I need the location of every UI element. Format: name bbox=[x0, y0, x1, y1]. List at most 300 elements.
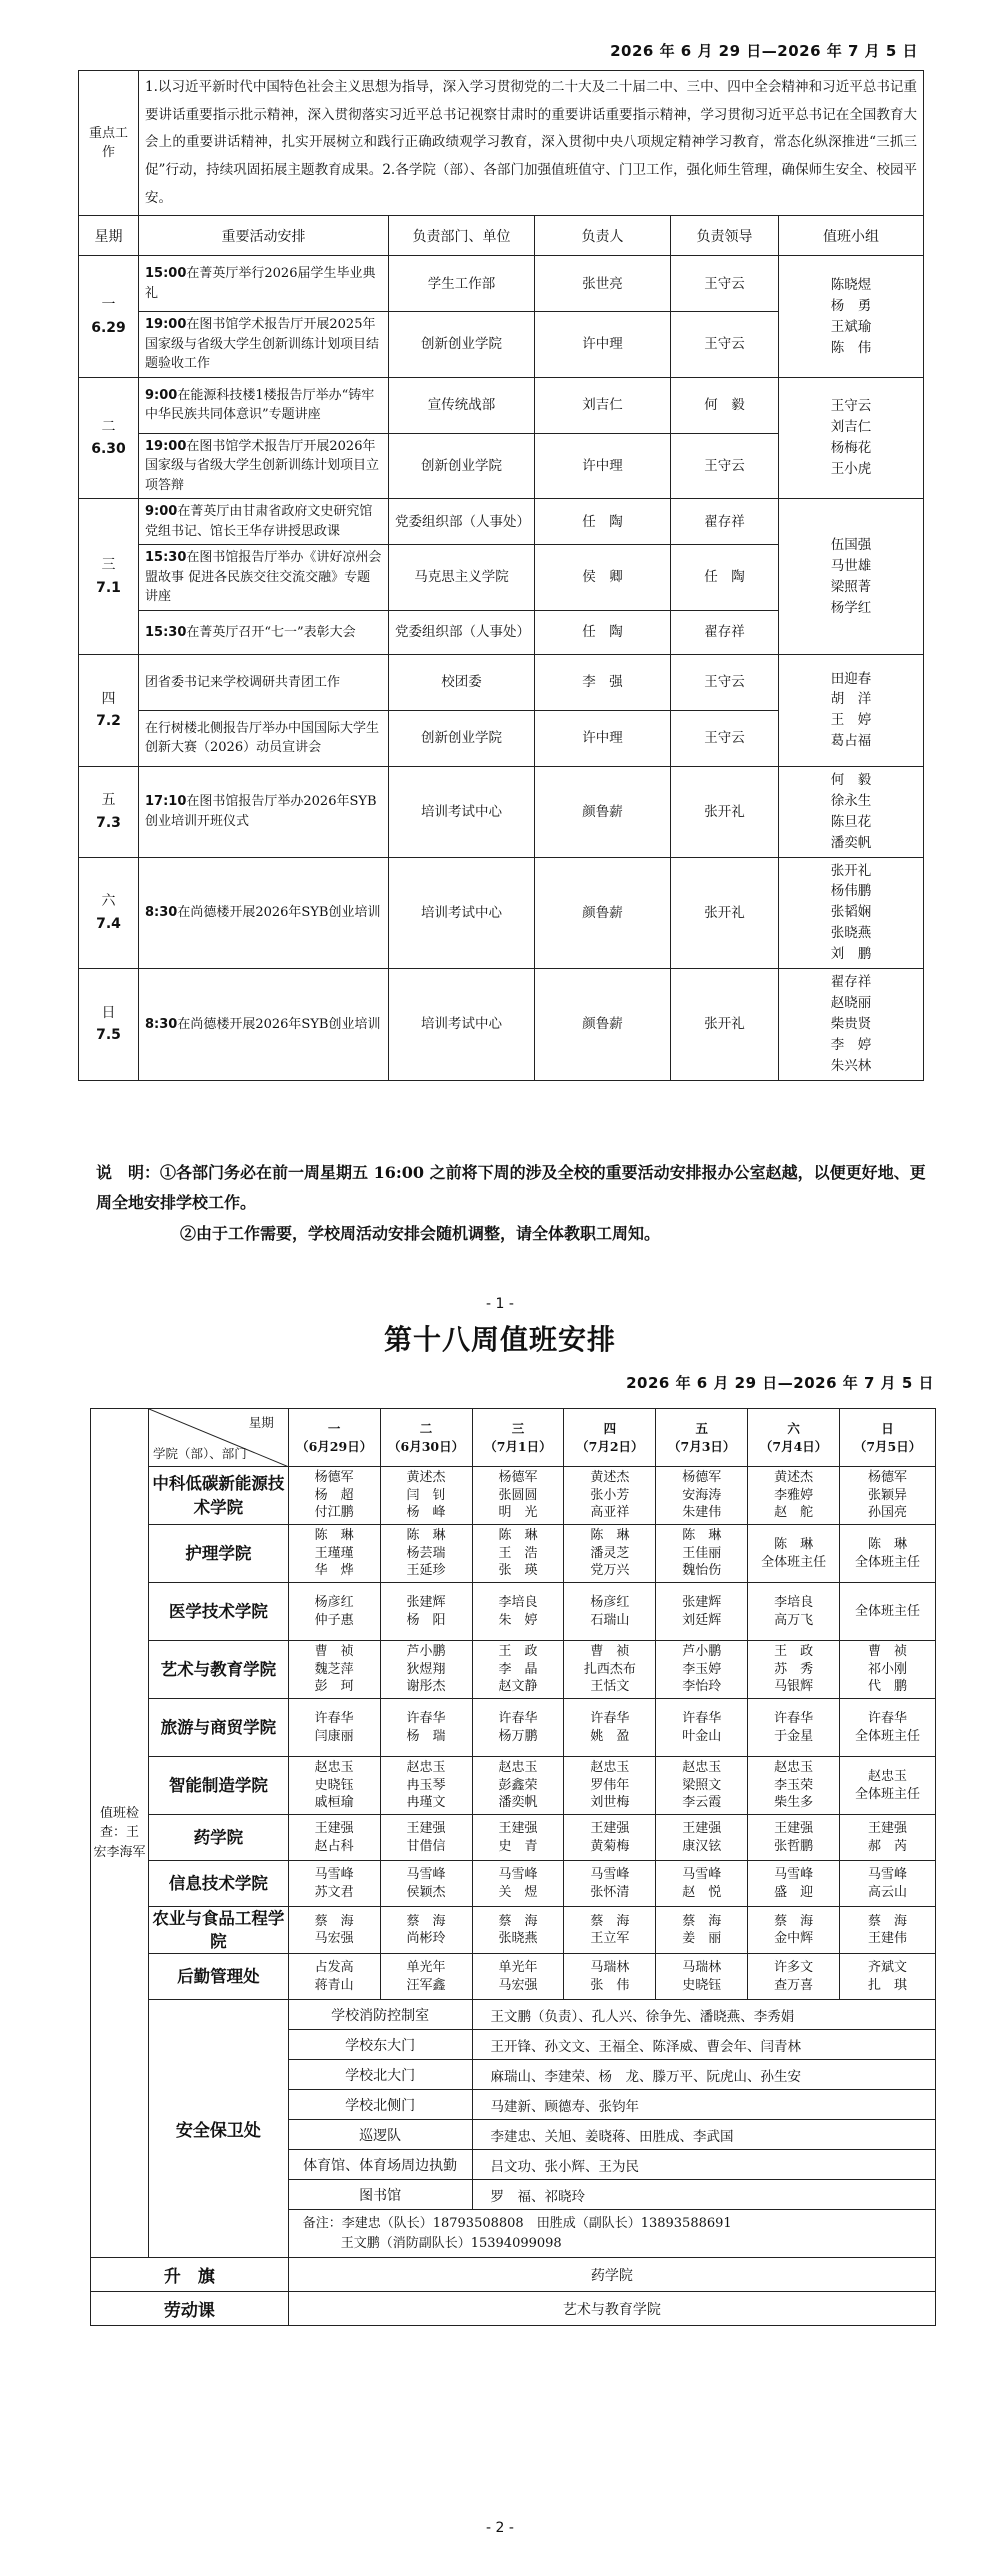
weekday-date: 7.5 bbox=[96, 1027, 121, 1044]
duty-person: 陈 琳 bbox=[682, 1528, 722, 1544]
duty-cell bbox=[380, 1699, 472, 1757]
activity-text: 在图书馆报告厅举办《讲好凉州会盟故事 促进各民族交往交流交融》专题讲座 bbox=[145, 550, 382, 605]
security-post: 学校东大门 bbox=[288, 2030, 472, 2060]
duty-person: 赵忠玉 bbox=[498, 1760, 538, 1776]
duty-person: 芦小鹏 bbox=[406, 1644, 446, 1660]
duty-group-cell bbox=[779, 857, 924, 969]
duty-cell bbox=[656, 1757, 748, 1815]
duty-person: 赵忠玉 bbox=[774, 1760, 814, 1776]
duty-cell bbox=[288, 1907, 380, 1954]
duty-cell bbox=[564, 1699, 656, 1757]
duty-person: 全体班主任 bbox=[761, 1554, 827, 1570]
leader-cell: 张开礼 bbox=[671, 857, 779, 969]
duty-cell bbox=[288, 1954, 380, 2000]
duty-person: 张 伟 bbox=[590, 1977, 630, 1993]
dept-name: 智能制造学院 bbox=[148, 1757, 288, 1815]
duty-cell bbox=[380, 1641, 472, 1699]
weekday-date: 6.30 bbox=[91, 441, 126, 458]
duty-cell bbox=[472, 1757, 564, 1815]
duty-cell bbox=[380, 1861, 472, 1907]
duty-person: 付江鹏 bbox=[314, 1505, 354, 1521]
day-column-header bbox=[380, 1409, 472, 1467]
duty-member: 刘吉仁 bbox=[830, 419, 872, 436]
activity-text: 在图书馆报告厅举办2026年SYB创业培训开班仪式 bbox=[145, 794, 377, 829]
person-cell: 颜鲁薪 bbox=[535, 766, 671, 857]
activity-row bbox=[79, 766, 924, 857]
duty-person: 曹 祯 bbox=[868, 1644, 908, 1660]
labor-value: 艺术与教育学院 bbox=[288, 2292, 935, 2326]
duty-member: 徐永生 bbox=[830, 792, 872, 809]
duty-person: 王 浩 bbox=[498, 1545, 538, 1561]
duty-cell bbox=[748, 1815, 840, 1861]
weekday-date: 6.29 bbox=[91, 319, 126, 336]
weekday-name: 日 bbox=[101, 1005, 116, 1022]
duty-person: 杨德军 bbox=[868, 1470, 908, 1486]
duty-cell bbox=[380, 1815, 472, 1861]
dept-name: 中科低碳新能源技术学院 bbox=[148, 1467, 288, 1525]
duty-person: 黄述杰 bbox=[406, 1470, 446, 1486]
duty-member: 王小虎 bbox=[830, 461, 872, 478]
duty-cell bbox=[748, 1583, 840, 1641]
activity-row bbox=[79, 256, 924, 312]
duty-person: 李培良 bbox=[498, 1594, 538, 1610]
duty-person: 于金星 bbox=[774, 1728, 814, 1744]
duty-person: 扎 琪 bbox=[868, 1977, 908, 1993]
dept-cell: 马克思主义学院 bbox=[389, 545, 535, 611]
activity-time: 17:10 bbox=[145, 794, 187, 810]
duty-member: 赵晓丽 bbox=[830, 995, 872, 1012]
duty-cell bbox=[472, 1525, 564, 1583]
activity-time: 9:00 bbox=[145, 387, 178, 403]
duty-person: 蔡 海 bbox=[868, 1913, 908, 1929]
duty-cell bbox=[564, 1907, 656, 1954]
duty-cell bbox=[748, 1467, 840, 1525]
duty-person: 查万喜 bbox=[774, 1977, 814, 1993]
notes-block bbox=[96, 1158, 936, 1249]
activity-row bbox=[79, 499, 924, 545]
duty-person: 陈 琳 bbox=[868, 1536, 908, 1552]
activity-text: 在能源科技楼1楼报告厅举办“铸牢中华民族共同体意识”专题讲座 bbox=[145, 387, 375, 423]
duty-cell bbox=[748, 1907, 840, 1954]
weekday-name: 二 bbox=[101, 418, 116, 435]
duty-person: 王 政 bbox=[774, 1644, 814, 1660]
duty-person: 全体班主任 bbox=[855, 1786, 921, 1802]
duty-member: 王斌瑜 bbox=[830, 318, 872, 335]
duty-cell bbox=[656, 1583, 748, 1641]
duty-cell bbox=[564, 1815, 656, 1861]
duty-person: 狄煜翔 bbox=[406, 1661, 446, 1677]
duty-person: 叶金山 bbox=[682, 1728, 722, 1744]
duty-person: 潘奕帆 bbox=[498, 1795, 538, 1811]
security-label: 安全保卫处 bbox=[148, 2000, 288, 2258]
duty-cell bbox=[656, 1954, 748, 2000]
duty-person: 李培良 bbox=[774, 1594, 814, 1610]
duty-person: 马雪峰 bbox=[590, 1866, 630, 1882]
activity-time: 8:30 bbox=[145, 1016, 178, 1032]
labor-label: 劳动课 bbox=[91, 2292, 289, 2326]
duty-person: 杨德军 bbox=[498, 1470, 538, 1486]
duty-member: 伍国强 bbox=[830, 536, 872, 553]
duty-person: 王建强 bbox=[406, 1820, 446, 1836]
duty-person: 曹 祯 bbox=[314, 1644, 354, 1660]
duty-person: 赵忠玉 bbox=[682, 1760, 722, 1776]
column-weekday: 四 bbox=[603, 1421, 617, 1436]
weekday-name: 四 bbox=[101, 690, 116, 707]
duty-cell bbox=[288, 1699, 380, 1757]
duty-person: 赵忠玉 bbox=[314, 1760, 354, 1776]
duty-cell bbox=[656, 1815, 748, 1861]
dept-row bbox=[91, 1861, 936, 1907]
note-2: ②由于工作需要，学校周活动安排会随机调整，请全体教职工周知。 bbox=[180, 1223, 661, 1243]
duty-member: 陈旦花 bbox=[830, 813, 872, 830]
duty-member: 翟存祥 bbox=[830, 974, 872, 991]
duty-person: 魏芝萍 bbox=[314, 1661, 354, 1677]
activity-row bbox=[79, 857, 924, 969]
column-date: （6月30日） bbox=[388, 1438, 465, 1454]
dept-name: 信息技术学院 bbox=[148, 1861, 288, 1907]
leader-cell: 王守云 bbox=[671, 433, 779, 499]
person-cell: 刘吉仁 bbox=[535, 377, 671, 433]
duty-member: 李 婷 bbox=[830, 1036, 872, 1053]
security-names: 李建忠、关旭、姜晓蒋、田胜成、李武国 bbox=[472, 2120, 936, 2150]
activity-text: 在图书馆学术报告厅开展2025年国家级与省级大学生创新训练计划项目结题验收工作 bbox=[145, 317, 380, 372]
activity-row bbox=[79, 969, 924, 1081]
duty-person: 李怡玲 bbox=[682, 1679, 722, 1695]
flag-row bbox=[91, 2258, 936, 2292]
dept-name: 药学院 bbox=[148, 1815, 288, 1861]
duty-cell bbox=[564, 1525, 656, 1583]
security-names: 麻瑞山、李建荣、杨 龙、滕万平、阮虎山、孙生安 bbox=[472, 2060, 936, 2090]
leader-cell: 王守云 bbox=[671, 710, 779, 766]
activity-cell bbox=[139, 766, 389, 857]
page2-date-range: 2026 年 6 月 29 日—2026 年 7 月 5 日 bbox=[626, 1374, 934, 1392]
dept-row bbox=[91, 1467, 936, 1525]
leader-cell: 王守云 bbox=[671, 654, 779, 710]
person-cell: 任 陶 bbox=[535, 499, 671, 545]
duty-person: 芦小鹏 bbox=[682, 1644, 722, 1660]
duty-person: 苏文君 bbox=[314, 1884, 354, 1900]
duty-person: 王建伟 bbox=[868, 1931, 908, 1947]
duty-person: 李玉婷 bbox=[682, 1661, 722, 1677]
duty-person: 杨 阳 bbox=[406, 1612, 446, 1628]
duty-cell bbox=[564, 1757, 656, 1815]
duty-person: 马雪峰 bbox=[682, 1866, 722, 1882]
duty-person: 陈 琳 bbox=[590, 1528, 630, 1544]
duty-person: 李雅婷 bbox=[774, 1487, 814, 1503]
check-label-cell bbox=[91, 1409, 152, 2258]
activity-row bbox=[79, 654, 924, 710]
duty-person: 马雪峰 bbox=[498, 1866, 538, 1882]
duty-person: 杨德军 bbox=[314, 1470, 354, 1486]
duty-person: 杨 峰 bbox=[406, 1505, 446, 1521]
duty-cell bbox=[840, 1641, 936, 1699]
activity-text: 团省委书记来学校调研共青团工作 bbox=[145, 674, 341, 690]
dept-cell: 培训考试中心 bbox=[389, 766, 535, 857]
duty-person: 王佳丽 bbox=[682, 1545, 722, 1561]
duty-cell bbox=[748, 1861, 840, 1907]
duty-member: 胡 洋 bbox=[830, 691, 872, 708]
duty-cell bbox=[380, 1583, 472, 1641]
duty-cell bbox=[380, 1525, 472, 1583]
duty-person: 马瑞林 bbox=[682, 1960, 722, 1976]
security-names: 马建新、顾德寿、张钧年 bbox=[472, 2090, 936, 2120]
duty-person: 杨彦红 bbox=[314, 1594, 354, 1610]
dept-cell: 校团委 bbox=[389, 654, 535, 710]
duty-person: 华 烨 bbox=[314, 1563, 354, 1579]
duty-cell bbox=[840, 1757, 936, 1815]
duty-person: 许春华 bbox=[774, 1710, 814, 1726]
duty-person: 祁小刚 bbox=[868, 1661, 908, 1677]
duty-person: 杨 超 bbox=[314, 1487, 354, 1503]
duty-cell bbox=[472, 1699, 564, 1757]
duty-cell bbox=[288, 1757, 380, 1815]
duty-cell bbox=[840, 1861, 936, 1907]
person-cell: 侯 卿 bbox=[535, 545, 671, 611]
duty-person: 高亚祥 bbox=[590, 1505, 630, 1521]
duty-member: 张开礼 bbox=[830, 862, 872, 879]
duty-person: 高云山 bbox=[868, 1884, 908, 1900]
duty-person: 马宏强 bbox=[314, 1931, 354, 1947]
duty-person: 许春华 bbox=[406, 1710, 446, 1726]
duty-person: 王延珍 bbox=[406, 1563, 446, 1579]
day-column-header bbox=[564, 1409, 656, 1467]
duty-person: 彭 珂 bbox=[314, 1679, 354, 1695]
duty-person: 戚桓瑜 bbox=[314, 1795, 354, 1811]
security-names: 王开锋、孙文文、王福全、陈泽威、曹会年、闫青林 bbox=[472, 2030, 936, 2060]
weekday-date: 7.3 bbox=[96, 814, 121, 831]
person-cell: 李 强 bbox=[535, 654, 671, 710]
column-date: （7月2日） bbox=[576, 1438, 644, 1454]
duty-person: 曹 祯 bbox=[590, 1644, 630, 1660]
duty-member: 葛占福 bbox=[830, 733, 872, 750]
column-date: （6月29日） bbox=[296, 1438, 373, 1454]
duty-person: 罗伟年 bbox=[590, 1777, 630, 1793]
duty-person: 汪军鑫 bbox=[406, 1977, 446, 1993]
dept-cell: 创新创业学院 bbox=[389, 710, 535, 766]
duty-person: 占发高 bbox=[314, 1960, 354, 1976]
duty-person: 单光年 bbox=[406, 1960, 446, 1976]
duty-member: 潘奕帆 bbox=[830, 834, 872, 851]
duty-person: 甘借信 bbox=[406, 1838, 446, 1854]
security-post: 学校北侧门 bbox=[288, 2090, 472, 2120]
column-weekday: 六 bbox=[787, 1421, 800, 1436]
duty-person: 朱 婷 bbox=[498, 1612, 538, 1628]
duty-member: 陈晓煜 bbox=[830, 276, 872, 293]
duty-person: 张建辉 bbox=[682, 1594, 722, 1610]
weekly-activity-table bbox=[78, 70, 924, 1081]
duty-person: 潘灵芝 bbox=[590, 1545, 630, 1561]
duty-cell bbox=[748, 1757, 840, 1815]
column-weekday: 一 bbox=[327, 1421, 341, 1436]
duty-person: 陈 琳 bbox=[774, 1536, 814, 1552]
duty-person: 安海涛 bbox=[682, 1487, 722, 1503]
duty-person: 杨彦红 bbox=[590, 1594, 630, 1610]
day-column-header bbox=[656, 1409, 748, 1467]
dept-row bbox=[91, 1815, 936, 1861]
dept-cell: 培训考试中心 bbox=[389, 857, 535, 969]
dept-cell: 党委组织部（人事处） bbox=[389, 499, 535, 545]
duty-member: 杨梅花 bbox=[830, 440, 872, 457]
duty-person: 王恬文 bbox=[590, 1679, 630, 1695]
duty-person: 蔡 海 bbox=[314, 1913, 354, 1929]
duty-person: 柴生多 bbox=[774, 1795, 814, 1811]
duty-person: 马雪峰 bbox=[868, 1866, 908, 1882]
security-post: 学校北大门 bbox=[288, 2060, 472, 2090]
duty-person: 史晓钰 bbox=[682, 1977, 722, 1993]
duty-cell bbox=[564, 1583, 656, 1641]
person-cell: 许中理 bbox=[535, 710, 671, 766]
duty-person: 王 政 bbox=[498, 1644, 538, 1660]
duty-person: 石瑞山 bbox=[590, 1612, 630, 1628]
person-cell: 颜鲁薪 bbox=[535, 969, 671, 1081]
duty-person: 蔡 海 bbox=[774, 1913, 814, 1929]
duty-group-cell bbox=[779, 654, 924, 766]
duty-person: 赵忠玉 bbox=[868, 1768, 908, 1784]
duty-person: 张建辉 bbox=[406, 1594, 446, 1610]
activity-time: 8:30 bbox=[145, 905, 178, 921]
duty-person: 梁照文 bbox=[682, 1777, 722, 1793]
leader-cell: 张开礼 bbox=[671, 969, 779, 1081]
page-number-1: - 1 - bbox=[486, 1296, 514, 1312]
weekday-name: 三 bbox=[101, 557, 116, 574]
dept-cell: 党委组织部（人事处） bbox=[389, 610, 535, 654]
activity-text: 在尚德楼开展2026年SYB创业培训 bbox=[177, 905, 381, 921]
weekday-name: 六 bbox=[101, 893, 116, 910]
duty-person: 朱建伟 bbox=[682, 1505, 722, 1521]
person-cell: 颜鲁薪 bbox=[535, 857, 671, 969]
duty-person: 侯颖杰 bbox=[406, 1884, 446, 1900]
weekday-cell bbox=[79, 766, 139, 857]
duty-group-cell bbox=[779, 969, 924, 1081]
activity-cell bbox=[139, 710, 389, 766]
duty-person: 蔡 海 bbox=[682, 1913, 722, 1929]
leader-cell: 翟存祥 bbox=[671, 610, 779, 654]
duty-member: 朱兴林 bbox=[830, 1057, 872, 1074]
duty-member: 王守云 bbox=[830, 398, 872, 415]
duty-cell bbox=[840, 1525, 936, 1583]
person-cell: 许中理 bbox=[535, 433, 671, 499]
flag-label: 升 旗 bbox=[91, 2258, 289, 2292]
duty-person: 闫康丽 bbox=[314, 1728, 354, 1744]
duty-person: 金中辉 bbox=[774, 1931, 814, 1947]
duty-person: 齐斌文 bbox=[868, 1960, 908, 1976]
weekday-date: 7.2 bbox=[96, 713, 121, 730]
duty-person: 闫 钊 bbox=[406, 1487, 446, 1503]
activity-text: 在菁英厅召开“七一”表彰大会 bbox=[186, 624, 356, 640]
duty-cell bbox=[472, 1954, 564, 2000]
duty-person: 王建强 bbox=[314, 1820, 354, 1836]
duty-person: 王建强 bbox=[590, 1820, 630, 1836]
duty-cell bbox=[656, 1525, 748, 1583]
duty-person: 李 晶 bbox=[498, 1661, 538, 1677]
duty-cell bbox=[288, 1525, 380, 1583]
duty-cell bbox=[472, 1815, 564, 1861]
duty-person: 蒋青山 bbox=[314, 1977, 354, 1993]
duty-cell bbox=[564, 1954, 656, 2000]
person-cell: 张世亮 bbox=[535, 256, 671, 312]
column-weekday: 二 bbox=[419, 1421, 433, 1436]
duty-header-row bbox=[91, 1409, 936, 1467]
duty-person: 史晓钰 bbox=[314, 1777, 354, 1793]
duty-person: 马雪峰 bbox=[314, 1866, 354, 1882]
column-weekday: 五 bbox=[695, 1421, 708, 1436]
activity-cell bbox=[139, 654, 389, 710]
page-number-2: - 2 - bbox=[486, 2520, 514, 2536]
activity-cell bbox=[139, 610, 389, 654]
duty-group-cell bbox=[779, 499, 924, 655]
duty-cell bbox=[472, 1641, 564, 1699]
duty-person: 全体班主任 bbox=[855, 1603, 921, 1619]
activity-cell bbox=[139, 499, 389, 545]
duty-cell bbox=[472, 1907, 564, 1954]
duty-person: 王瑾瑾 bbox=[314, 1545, 354, 1561]
duty-person: 黄述杰 bbox=[590, 1470, 630, 1486]
activity-time: 9:00 bbox=[145, 504, 178, 520]
duty-cell bbox=[472, 1583, 564, 1641]
dept-name: 艺术与教育学院 bbox=[148, 1641, 288, 1699]
col-header-dept: 负责部门、单位 bbox=[389, 216, 535, 256]
duty-person: 姜 丽 bbox=[682, 1931, 722, 1947]
focus-label: 重点工作 bbox=[79, 71, 139, 216]
duty-cell bbox=[288, 1583, 380, 1641]
activity-text: 在尚德楼开展2026年SYB创业培训 bbox=[177, 1016, 381, 1032]
duty-person: 李云霞 bbox=[682, 1795, 722, 1811]
duty-person: 冉瑾文 bbox=[406, 1795, 446, 1811]
corner-dept-label: 学院（部）、部门 bbox=[152, 1446, 247, 1461]
weekday-cell bbox=[79, 256, 139, 378]
duty-person: 仲子惠 bbox=[314, 1612, 354, 1628]
duty-person: 张 瑛 bbox=[498, 1563, 538, 1579]
duty-person: 康汉铉 bbox=[682, 1838, 722, 1854]
table-header-row bbox=[79, 216, 924, 256]
duty-person: 赵占科 bbox=[314, 1838, 354, 1854]
weekday-date: 7.1 bbox=[96, 579, 121, 596]
duty-member: 王 婷 bbox=[830, 712, 872, 729]
dept-row bbox=[91, 1641, 936, 1699]
dept-name: 旅游与商贸学院 bbox=[148, 1699, 288, 1757]
labor-row bbox=[91, 2292, 936, 2326]
duty-member: 张韬娴 bbox=[830, 904, 872, 921]
duty-person: 许多文 bbox=[774, 1960, 814, 1976]
duty-member: 杨 勇 bbox=[830, 297, 872, 314]
column-date: （7月3日） bbox=[668, 1438, 736, 1454]
duty-person: 许春华 bbox=[314, 1710, 354, 1726]
duty-cell bbox=[380, 1907, 472, 1954]
activity-text: 在行树楼北侧报告厅举办中国国际大学生创新大赛（2026）动员宣讲会 bbox=[145, 720, 380, 756]
duty-person: 张晓燕 bbox=[498, 1931, 538, 1947]
duty-person: 彭鑫荣 bbox=[498, 1777, 538, 1793]
duty-person: 马雪峰 bbox=[774, 1866, 814, 1882]
duty-cell bbox=[656, 1467, 748, 1525]
activity-cell bbox=[139, 377, 389, 433]
duty-cell bbox=[564, 1641, 656, 1699]
duty-cell bbox=[564, 1467, 656, 1525]
duty-person: 冉玉琴 bbox=[406, 1777, 446, 1793]
duty-person: 杨 瑞 bbox=[406, 1728, 446, 1744]
security-row bbox=[91, 2000, 936, 2030]
duty-person: 许春华 bbox=[868, 1710, 908, 1726]
duty-person: 许春华 bbox=[590, 1710, 630, 1726]
duty-person: 李玉荣 bbox=[774, 1777, 814, 1793]
duty-person: 关 煜 bbox=[498, 1884, 538, 1900]
activity-time: 15:30 bbox=[145, 624, 187, 640]
duty-person: 蔡 海 bbox=[498, 1913, 538, 1929]
column-date: （7月1日） bbox=[484, 1438, 552, 1454]
flag-value: 药学院 bbox=[288, 2258, 935, 2292]
duty-cell bbox=[748, 1954, 840, 2000]
dept-row bbox=[91, 1907, 936, 1954]
leader-cell: 何 毅 bbox=[671, 377, 779, 433]
